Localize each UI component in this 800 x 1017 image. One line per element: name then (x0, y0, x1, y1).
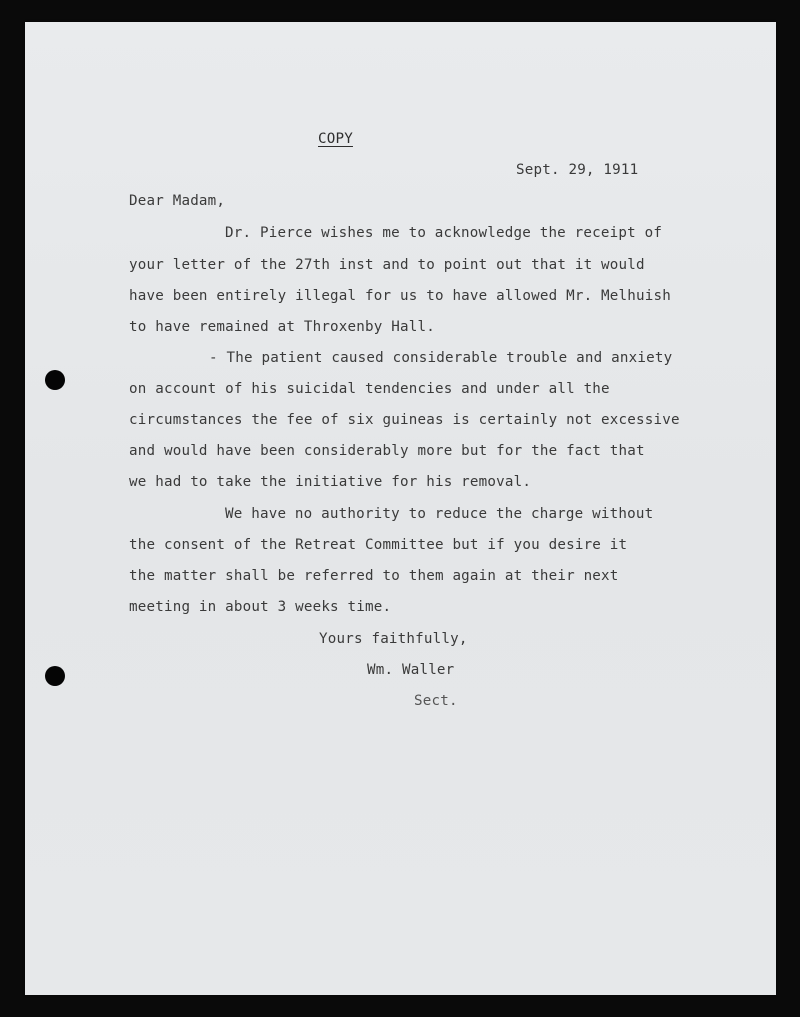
punch-hole-top (45, 370, 65, 390)
paragraph-2-line-5: we had to take the initiative for his removal. (129, 474, 532, 490)
paragraph-1-line-4: to have remained at Throxenby Hall. (129, 319, 435, 335)
paragraph-3-line-2: the consent of the Retreat Committee but if you desire it (129, 537, 628, 553)
paragraph-1-line-2: your letter of the 27th inst and to point out that it would (129, 257, 645, 273)
letter-heading: COPY (318, 131, 353, 147)
paragraph-3-line-1: We have no authority to reduce the charge without (225, 506, 654, 522)
paragraph-1-line-1: Dr. Pierce wishes me to acknowledge the receipt of (225, 225, 663, 241)
paragraph-2-line-3: circumstances the fee of six guineas is certainly not excessive (129, 412, 680, 428)
paragraph-2-line-2: on account of his suicidal tendencies and under all the (129, 381, 610, 397)
letter-page (25, 22, 776, 995)
signature: Wm. Waller (367, 662, 455, 678)
paragraph-2-line-4: and would have been considerably more but for the fact that (129, 443, 645, 459)
paragraph-1-line-3: have been entirely illegal for us to have allowed Mr. Melhuish (129, 288, 671, 304)
signature-title: Sect. (414, 693, 458, 709)
paragraph-3-line-3: the matter shall be referred to them again at their next (129, 568, 619, 584)
closing: Yours faithfully, (319, 631, 468, 647)
paragraph-2-line-1: - The patient caused considerable trouble and anxiety (209, 350, 673, 366)
salutation: Dear Madam, (129, 193, 226, 209)
paragraph-3-line-4: meeting in about 3 weeks time. (129, 599, 392, 615)
punch-hole-bottom (45, 666, 65, 686)
letter-date: Sept. 29, 1911 (516, 162, 639, 178)
